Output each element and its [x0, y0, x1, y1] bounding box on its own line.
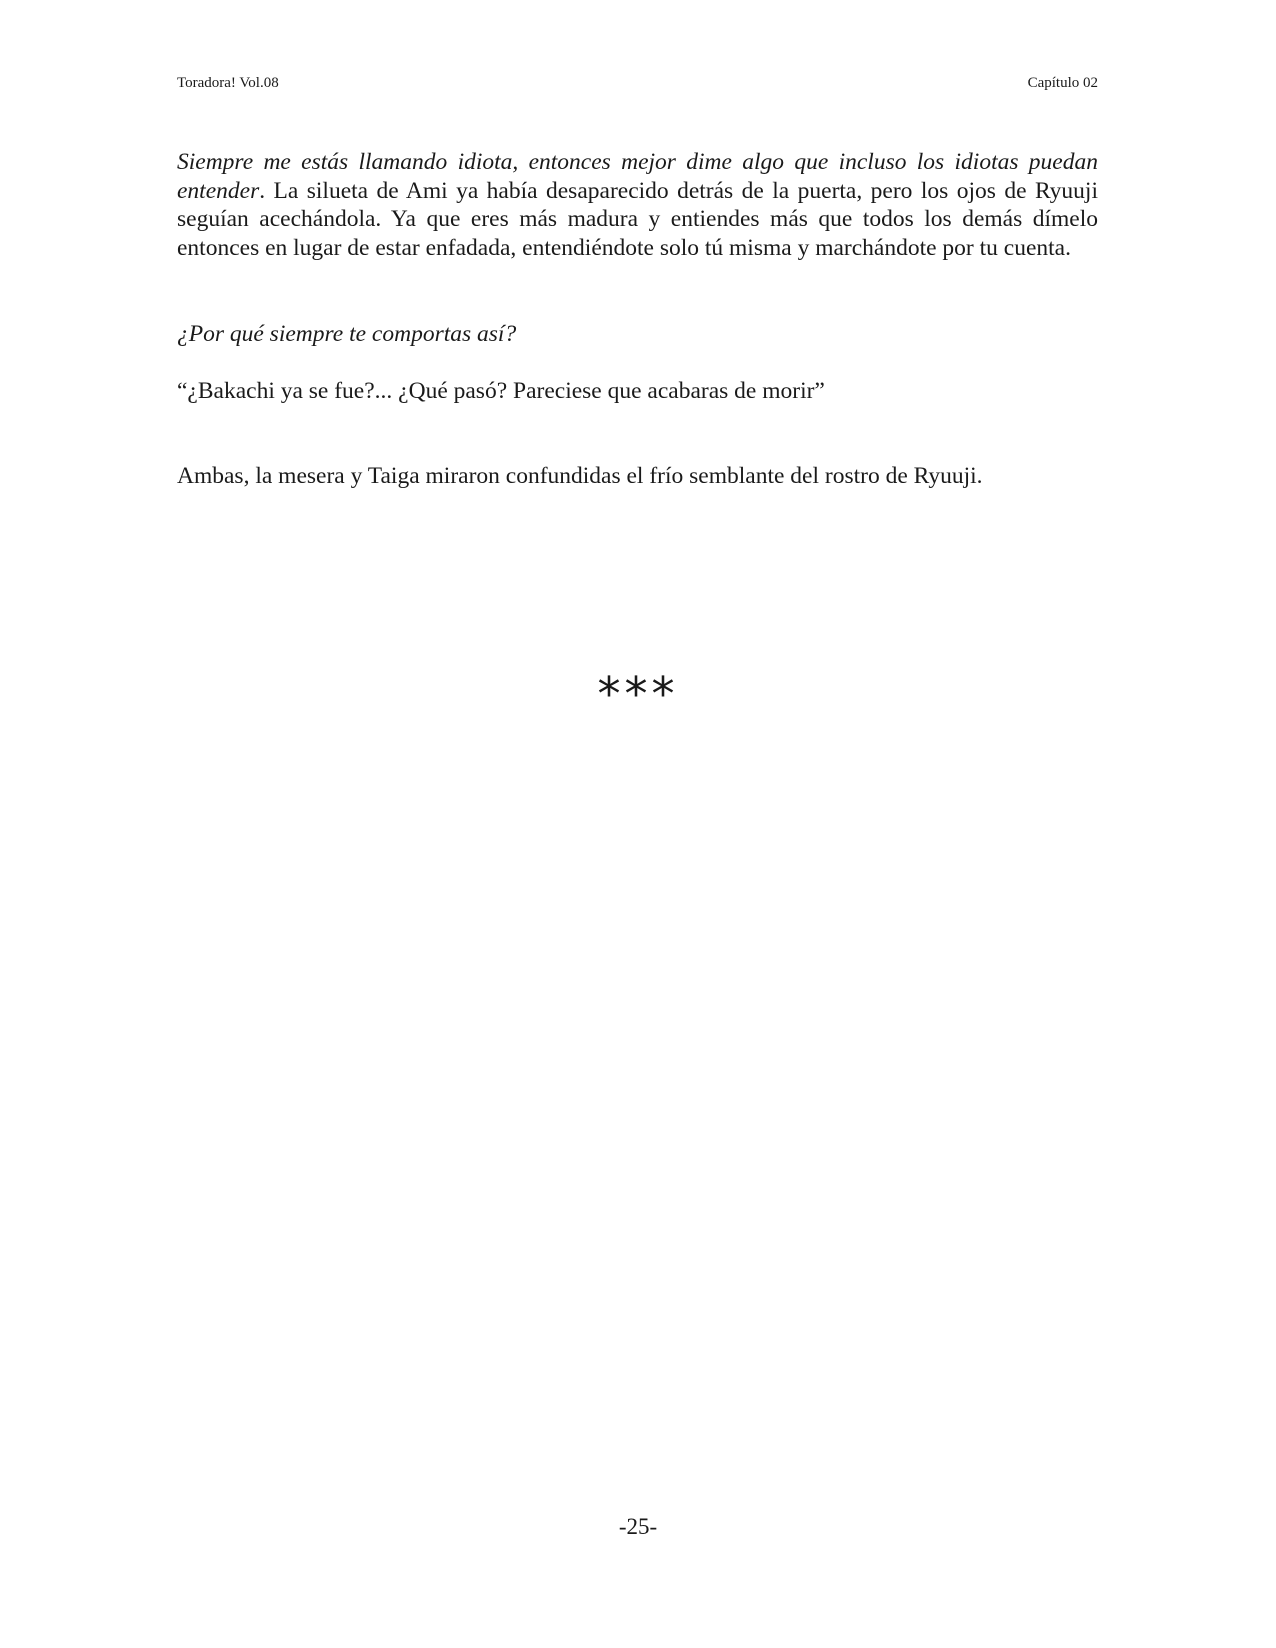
running-header-title: Toradora! Vol.08: [177, 75, 279, 91]
scene-separator: ***: [597, 667, 679, 721]
paragraph-1-text: . La silueta de Ami ya había desaparecido detrás de la puerta, pero los ojos de Ryuuji seguían acechándola. Ya que eres más madura y entiendes más que todos los demás dímelo entonces en lugar de estar enfadada, entendiéndote solo tú misma y marchándote por tu cuenta.: [177, 177, 1098, 261]
paragraph-3-dialogue: “¿Bakachi ya se fue?... ¿Qué pasó? Pareciese que acabaras de morir”: [177, 378, 825, 404]
paragraph-2: [177, 320, 1098, 349]
paragraph-2-italic: ¿Por qué siempre te comportas así?: [177, 321, 517, 347]
paragraph-1: [177, 148, 1098, 262]
paragraph-1-italic: Siempre me estás llamando idiota, entonces mejor dime algo que incluso los idiotas puedan entender: [177, 149, 1098, 204]
running-header-chapter: Capítulo 02: [1027, 75, 1098, 91]
paragraph-4: Ambas, la mesera y Taiga miraron confundidas el frío semblante del rostro de Ryuuji.: [177, 463, 983, 489]
page-number: -25-: [618, 1514, 658, 1539]
